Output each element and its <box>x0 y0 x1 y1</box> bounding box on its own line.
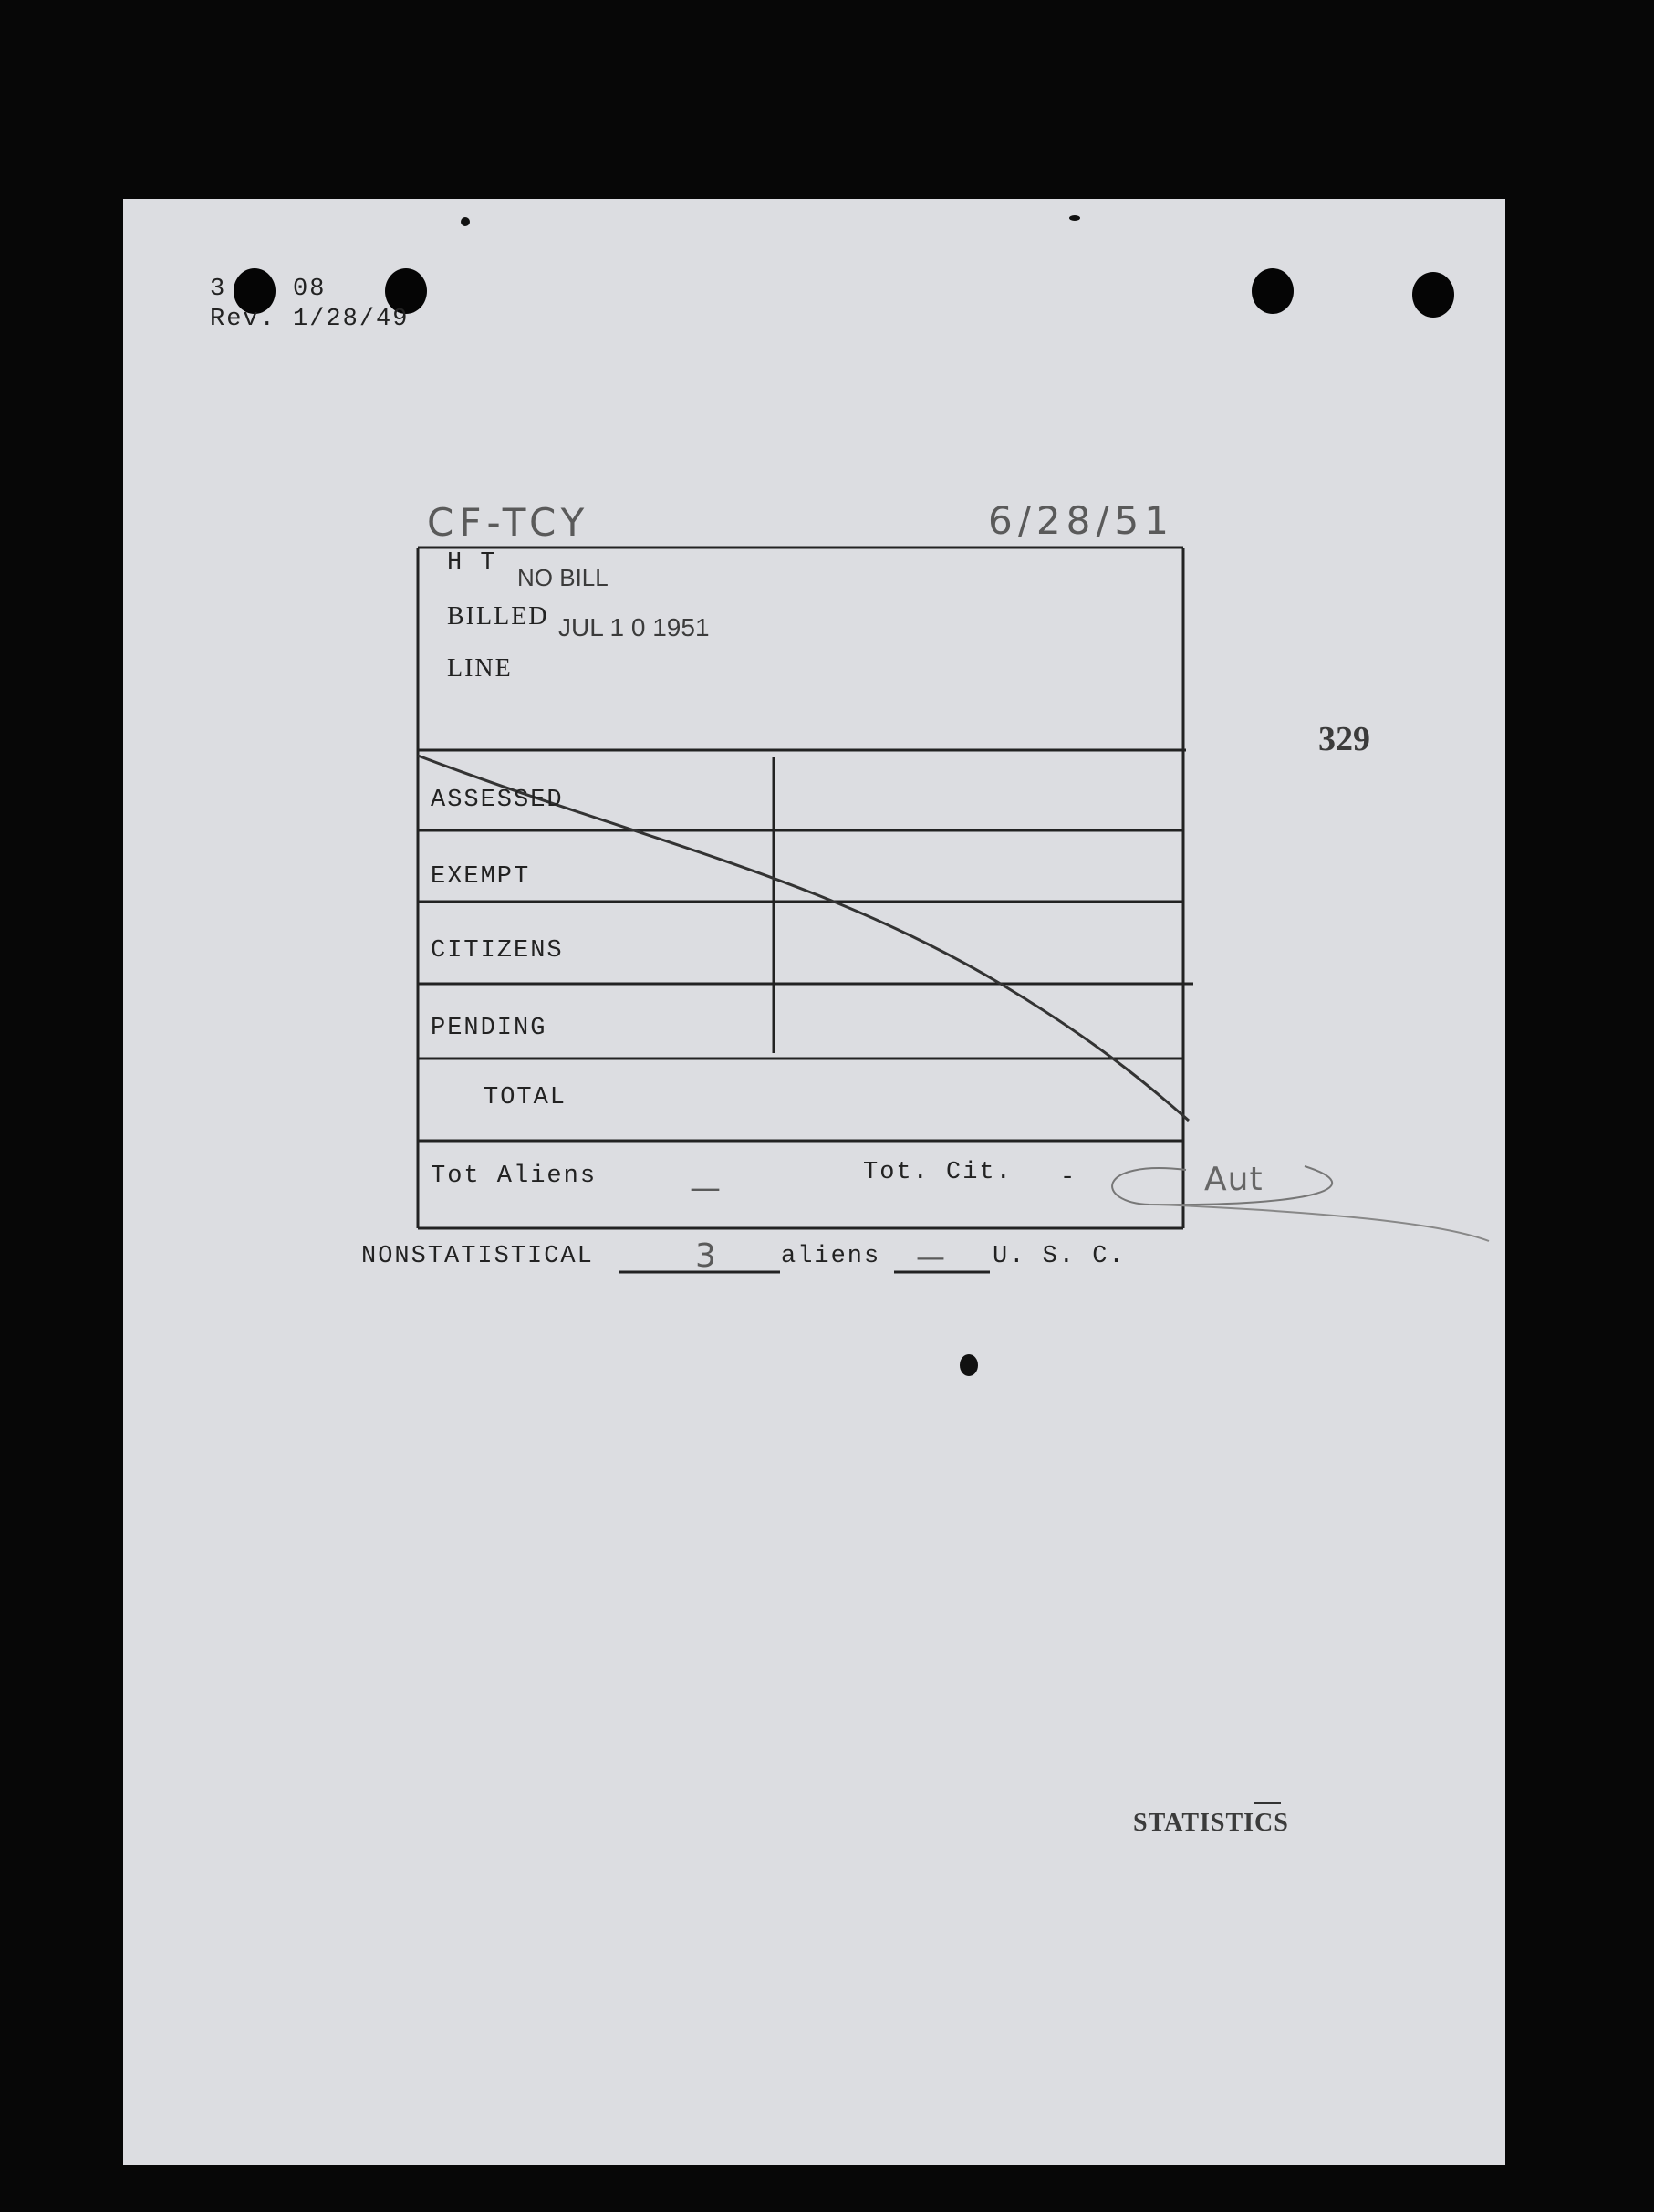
total-label: TOTAL <box>484 1084 567 1111</box>
row-label-pending: PENDING <box>431 1015 547 1042</box>
initials: Aut <box>1204 1161 1264 1198</box>
tot-cit-value: - <box>1060 1164 1077 1192</box>
punch-hole <box>1412 272 1454 318</box>
billed-label: BILLED <box>447 602 549 631</box>
document-page <box>123 199 1505 2165</box>
nonstatistical-aliens-value: 3 <box>695 1237 722 1275</box>
no-bill-stamp: NO BILL <box>517 564 609 591</box>
usc-value: — <box>916 1239 951 1274</box>
tot-cit-label: Tot. Cit. <box>863 1159 1013 1186</box>
aliens-label: aliens <box>781 1243 881 1270</box>
statistics-stamp: STATISTICS <box>1133 1809 1289 1837</box>
tot-aliens-label: Tot Aliens <box>431 1163 598 1190</box>
page-number: 329 <box>1318 720 1370 758</box>
tot-aliens-value: — <box>690 1170 726 1206</box>
ht-label: H T <box>447 549 497 577</box>
speck <box>960 1354 978 1376</box>
nonstatistical-label: NONSTATISTICAL <box>361 1243 594 1270</box>
punch-hole <box>1252 268 1294 314</box>
usc-label: U. S. C. <box>993 1243 1126 1270</box>
date-stamp: JUL 1 0 1951 <box>558 613 710 642</box>
handwritten-code: CF-TCY <box>427 500 590 545</box>
speck <box>1069 215 1080 221</box>
row-label-assessed: ASSESSED <box>431 787 564 814</box>
form-revision: Rev. 1/28/49 <box>210 306 410 333</box>
row-label-citizens: CITIZENS <box>431 937 564 965</box>
handwritten-date: 6/28/51 <box>988 498 1174 543</box>
line-label: LINE <box>447 654 513 683</box>
form-number: 3 08 <box>210 276 327 303</box>
row-label-exempt: EXEMPT <box>431 863 531 891</box>
speck <box>461 217 470 226</box>
